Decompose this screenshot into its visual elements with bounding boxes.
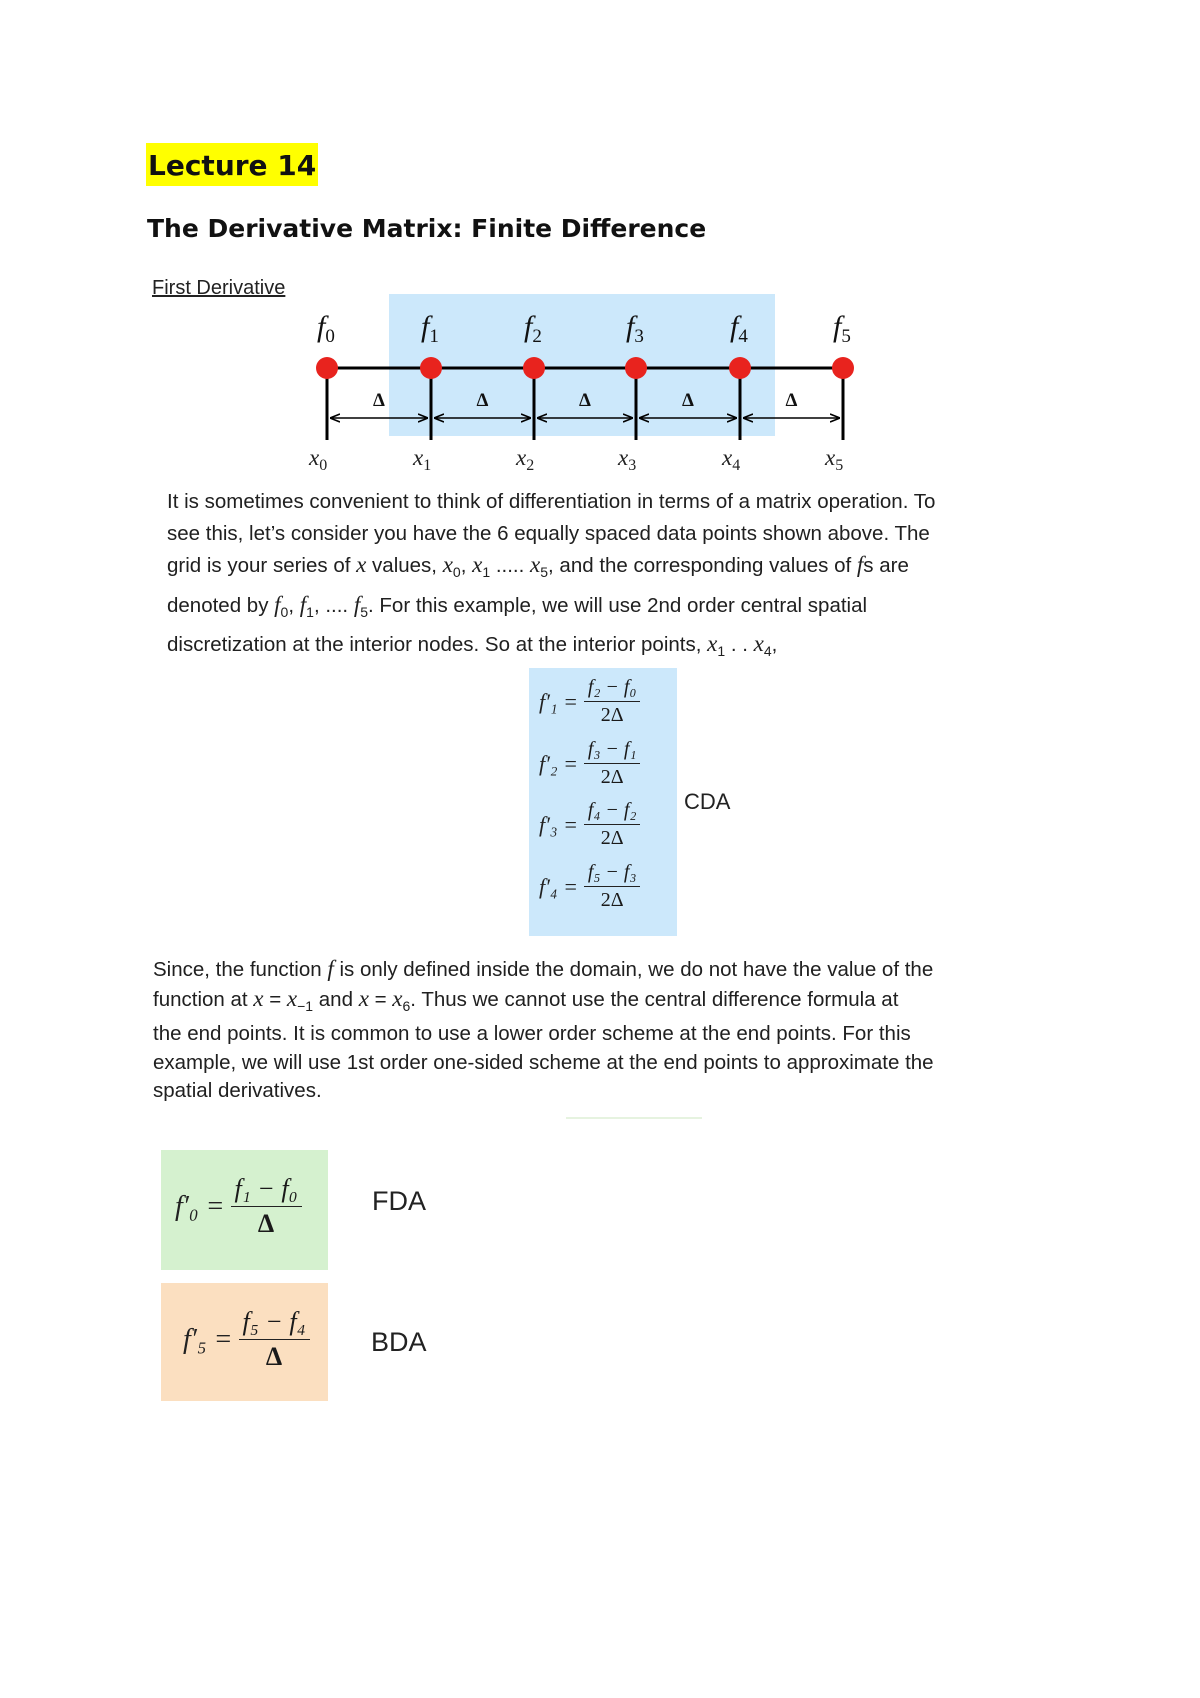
section-heading: First Derivative (152, 277, 286, 299)
grid-node (523, 357, 545, 379)
cda-equation-4 (539, 861, 640, 912)
spacing-delta: Δ (579, 390, 591, 411)
bda-label: BDA (371, 1327, 427, 1357)
math-var: f (353, 591, 361, 617)
fraction-numerator: f₂ − f₀ (584, 676, 641, 702)
paragraph-line (167, 518, 1067, 550)
math-var: x (356, 552, 367, 577)
text-run: , (771, 633, 778, 657)
fda-equation-box (161, 1150, 328, 1270)
math-sub: 4 (763, 643, 772, 660)
fraction-numerator: f₅ − f₄ (239, 1307, 310, 1340)
fraction-denominator: 2Δ (600, 704, 624, 726)
f-label: $f_1$ (421, 310, 439, 347)
spacing-delta: Δ (682, 390, 694, 411)
math-var: x (392, 985, 403, 1011)
spacing-delta: Δ (476, 390, 489, 411)
math-var: f (327, 956, 334, 981)
fraction (584, 676, 641, 727)
intro-paragraph (167, 486, 1067, 668)
endpoint-paragraph (153, 955, 1073, 1106)
math-var: x (530, 552, 541, 577)
text-run: the end points. It is common to use a lower order scheme at the end points. For this (153, 1022, 911, 1046)
text-run: denoted by (167, 593, 275, 617)
text-run: function at (153, 987, 254, 1011)
math-sub: 1 (306, 603, 314, 620)
fraction-numerator: f₃ − f₁ (584, 738, 641, 764)
x-label: $x_4$ (722, 445, 741, 474)
fraction-numerator: f₅ − f₃ (584, 861, 641, 887)
bda-equation (183, 1307, 310, 1372)
fraction-numerator: f₁ − f₀ (231, 1174, 302, 1207)
text-run: grid is your series of (167, 554, 357, 577)
text-run: , .... (313, 593, 354, 617)
fraction-denominator: 2Δ (600, 827, 624, 849)
text-run: = (368, 987, 393, 1011)
bda-equation-box (161, 1283, 328, 1401)
text-run: s are (863, 554, 909, 577)
text-run: and (313, 987, 359, 1011)
math-var: f (274, 591, 281, 617)
math-var: x (253, 985, 264, 1011)
text-run: . For this example, we will use 2nd order central spatial (368, 593, 868, 617)
math-sub: −1 (297, 997, 314, 1014)
fraction-denominator: 2Δ (600, 766, 624, 788)
text-run: ..... (490, 554, 531, 577)
f-label: $f_5$ (833, 310, 851, 347)
cda-equations-box (529, 668, 677, 936)
text-run: is only defined inside the domain, we do not have the value of the (333, 958, 934, 981)
f-label: $f_4$ (730, 310, 748, 347)
lecture-heading: Lecture 14 (146, 143, 318, 186)
paragraph-line (167, 589, 1067, 629)
equation-lhs: f′₁ = (539, 688, 578, 714)
cda-equation-3 (539, 799, 640, 850)
fraction (584, 799, 641, 850)
math-sub: 1 (717, 643, 726, 660)
fraction (231, 1174, 302, 1239)
math-sub: 0 (452, 564, 461, 581)
text-run: , and the corresponding values of (548, 554, 857, 577)
fraction-denominator: Δ (257, 1209, 275, 1238)
math-var: x (753, 631, 764, 657)
text-run: spatial derivatives. (153, 1079, 322, 1103)
text-run: , (460, 554, 473, 577)
cda-label: CDA (684, 789, 731, 814)
f-label: $f_3$ (626, 310, 644, 347)
grid-node (832, 357, 854, 379)
fraction (584, 738, 641, 789)
paragraph-line (153, 1020, 1073, 1049)
text-run: , (288, 593, 300, 617)
equation-lhs: f′₀ = (175, 1190, 225, 1222)
text-run: . Thus we cannot use the central difference formula at (410, 987, 899, 1011)
text-run: discretization at the interior nodes. So at the interior points, (167, 633, 708, 657)
math-var: x (472, 552, 483, 577)
equation-lhs: f′₂ = (539, 750, 578, 776)
grid-node (729, 357, 751, 379)
f-label: $f_0$ (317, 310, 335, 347)
fda-equation (175, 1174, 302, 1239)
page-title: The Derivative Matrix: Finite Difference (147, 214, 707, 243)
grid-node (625, 357, 647, 379)
cda-equation-1 (539, 676, 640, 727)
fda-label: FDA (372, 1186, 426, 1216)
fraction-denominator: Δ (265, 1342, 283, 1371)
math-sub: 0 (280, 603, 289, 620)
x-label: $x_2$ (516, 445, 535, 474)
paragraph-line (153, 1077, 1073, 1106)
fraction (239, 1307, 310, 1372)
math-var: x (286, 985, 298, 1011)
math-sub: 6 (402, 997, 411, 1014)
spacing-delta: Δ (785, 390, 798, 411)
math-var: f (856, 552, 864, 577)
text-run: see this, let’s consider you have the 6 equally spaced data points shown above. The (167, 521, 930, 545)
fraction-numerator: f₄ − f₂ (584, 799, 641, 825)
grid-diagram (0, 0, 1200, 480)
math-var: x (442, 552, 453, 577)
math-sub: 5 (540, 564, 549, 581)
math-var: x (358, 985, 369, 1011)
grid-node (316, 357, 338, 379)
x-label: $x_5$ (825, 445, 844, 474)
text-run: . . (725, 633, 754, 657)
fraction-denominator: 2Δ (600, 889, 624, 911)
math-sub: 5 (360, 603, 368, 620)
paragraph-line (167, 486, 1067, 518)
equation-lhs: f′₃ = (539, 811, 578, 837)
text-run: Since, the function (153, 958, 328, 981)
math-var: f (299, 591, 307, 617)
x-label: $x_3$ (618, 445, 637, 474)
paragraph-line (153, 1049, 1073, 1078)
grid-node (420, 357, 442, 379)
f-label: $f_2$ (524, 310, 542, 347)
paragraph-line (153, 985, 1073, 1021)
spacing-delta: Δ (373, 390, 385, 411)
math-var: x (707, 631, 718, 657)
x-label: $x_0$ (309, 445, 328, 474)
text-run: example, we will use 1st order one-sided scheme at the end points to approximate the (153, 1050, 934, 1074)
paragraph-line (153, 955, 1073, 985)
x-label: $x_1$ (413, 445, 432, 474)
math-sub: 1 (482, 564, 491, 581)
divider (566, 1117, 702, 1119)
text-run: It is sometimes convenient to think of differentiation in terms of a matrix operation. To (167, 490, 936, 513)
paragraph-line (167, 628, 1067, 668)
cda-equation-2 (539, 738, 640, 789)
text-run: values, (366, 554, 443, 577)
interior-highlight (389, 294, 775, 436)
fraction (584, 861, 641, 912)
text-run: = (263, 987, 287, 1011)
equation-lhs: f′₅ = (183, 1323, 233, 1355)
equation-lhs: f′₄ = (539, 873, 578, 899)
paragraph-line (167, 549, 1067, 589)
